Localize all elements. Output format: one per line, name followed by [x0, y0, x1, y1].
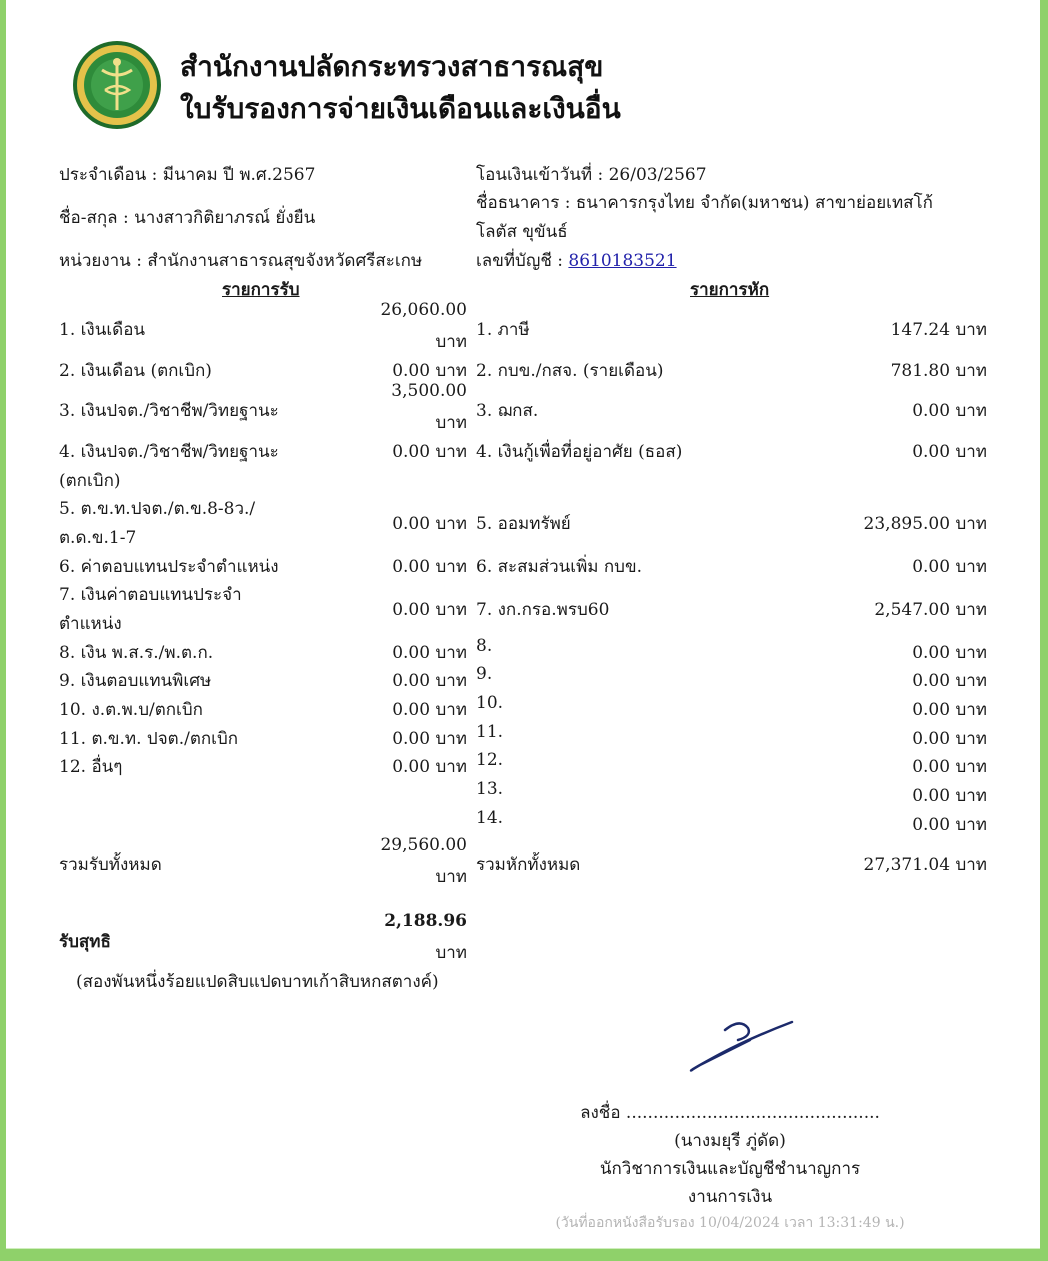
deduction-label-10: 10. — [476, 693, 504, 713]
left-border — [0, 0, 6, 1261]
income-label-7b: ตำแหน่ง — [59, 614, 122, 634]
pay-month: ประจำเดือน : มีนาคม ปี พ.ศ.2567 — [59, 165, 316, 185]
net-pay-words: (สองพันหนึ่งร้อยแปดสิบแปดบาทเก้าสิบหกสตางค์) — [76, 972, 439, 992]
signer-name: (นางมยุรี ภู่ดัด) — [674, 1131, 786, 1151]
income-value-11: 0.00 บาท — [392, 729, 467, 749]
income-unit-3: บาท — [435, 413, 467, 433]
income-value-6: 0.00 บาท — [392, 557, 467, 577]
deduction-value-9: 0.00 บาท — [912, 671, 987, 691]
deduction-value-5: 23,895.00 บาท — [863, 514, 987, 534]
deduction-value-10: 0.00 บาท — [912, 700, 987, 720]
income-label-2: 2. เงินเดือน (ตกเบิก) — [59, 361, 212, 381]
deduction-value-7: 2,547.00 บาท — [874, 600, 987, 620]
work-unit: หน่วยงาน : สำนักงานสาธารณสุขจังหวัดศรีสะเกษ — [59, 251, 423, 271]
bank-name-line1: ชื่อธนาคาร : ธนาคารกรุงไทย จำกัด(มหาชน) สาขาย่อยเทสโก้ — [476, 193, 933, 213]
deduction-label-12: 12. — [476, 750, 504, 770]
deduction-label-1: 1. ภาษี — [476, 320, 530, 340]
income-value-10: 0.00 บาท — [392, 700, 467, 720]
income-label-10: 10. ง.ต.พ.บ/ตกเบิก — [59, 700, 203, 720]
net-pay-label: รับสุทธิ — [59, 932, 111, 952]
transfer-date: โอนเงินเข้าวันที่ : 26/03/2567 — [476, 165, 707, 185]
signer-position: นักวิชาการเงินและบัญชีชำนาญการ — [599, 1159, 861, 1179]
income-value-12: 0.00 บาท — [392, 757, 467, 777]
income-value-5: 0.00 บาท — [392, 514, 467, 534]
deduction-heading: รายการหัก — [690, 280, 770, 300]
issue-timestamp: (วันที่ออกหนังสือรับรอง 10/04/2024 เวลา 13:31:49 น.) — [555, 1215, 905, 1231]
income-label-9: 9. เงินตอบแทนพิเศษ — [59, 671, 212, 691]
deduction-value-4: 0.00 บาท — [912, 442, 987, 462]
signature-line: ลงชื่อ ............................................... — [580, 1103, 880, 1123]
document-title: ใบรับรองการจ่ายเงินเดือนและเงินอื่น — [180, 92, 621, 125]
income-label-5b: ต.ด.ข.1-7 — [59, 528, 137, 548]
income-total-unit: บาท — [435, 867, 467, 887]
income-label-7a: 7. เงินค่าตอบแทนประจำ — [59, 585, 242, 605]
deduction-value-8: 0.00 บาท — [912, 643, 987, 663]
income-label-5a: 5. ต.ข.ท.ปจต./ต.ข.8-8ว./ — [59, 499, 256, 519]
right-border — [1040, 0, 1048, 1261]
deduction-label-7: 7. งก.กรอ.พรบ60 — [476, 600, 610, 620]
income-label-6: 6. ค่าตอบแทนประจำตำแหน่ง — [59, 557, 279, 577]
account-number-link[interactable]: 8610183521 — [568, 251, 677, 271]
deduction-label-4: 4. เงินกู้เพื่อที่อยู่อาศัย (ธอส) — [476, 442, 683, 462]
income-value-4: 0.00 บาท — [392, 442, 467, 462]
deduction-value-3: 0.00 บาท — [912, 401, 987, 421]
deduction-label-9: 9. — [476, 664, 493, 684]
income-heading: รายการรับ — [222, 280, 300, 300]
income-label-3: 3. เงินปจต./วิชาชีพ/วิทยฐานะ — [59, 401, 279, 421]
handwritten-signature — [680, 1010, 800, 1080]
deduction-label-5: 5. ออมทรัพย์ — [476, 514, 571, 534]
deduction-label-8: 8. — [476, 636, 493, 656]
deduction-value-2: 781.80 บาท — [890, 361, 987, 381]
deduction-value-14: 0.00 บาท — [912, 815, 987, 835]
org-name: สำนักงานปลัดกระทรวงสาธารณสุข — [180, 50, 604, 83]
income-label-1: 1. เงินเดือน — [59, 320, 146, 340]
income-label-8: 8. เงิน พ.ส.ร./พ.ต.ก. — [59, 643, 214, 663]
net-pay-unit: บาท — [435, 943, 467, 963]
income-total-value: 29,560.00 — [380, 835, 467, 855]
deduction-value-12: 0.00 บาท — [912, 757, 987, 777]
account-label: เลขที่บัญชี : — [476, 251, 569, 271]
income-unit-1: บาท — [435, 332, 467, 352]
deduction-value-11: 0.00 บาท — [912, 729, 987, 749]
income-label-11: 11. ต.ข.ท. ปจต./ตกเบิก — [59, 729, 239, 749]
income-value-8: 0.00 บาท — [392, 643, 467, 663]
deduction-value-13: 0.00 บาท — [912, 786, 987, 806]
income-total-label: รวมรับทั้งหมด — [59, 855, 162, 875]
net-pay-value: 2,188.96 — [384, 911, 467, 931]
account-number-row — [476, 247, 677, 274]
deduction-label-14: 14. — [476, 808, 504, 828]
deduction-total-label: รวมหักทั้งหมด — [476, 855, 581, 875]
deduction-label-2: 2. กบข./กสจ. (รายเดือน) — [476, 361, 664, 381]
deduction-total-value: 27,371.04 บาท — [863, 855, 987, 875]
document-header — [180, 46, 621, 130]
income-value-9: 0.00 บาท — [392, 671, 467, 691]
employee-name: ชื่อ-สกุล : นางสาวกิติยาภรณ์ ยั่งยืน — [59, 208, 316, 228]
income-value-3: 3,500.00 — [391, 381, 467, 401]
deduction-label-3: 3. ฌกส. — [476, 401, 539, 421]
income-value-2: 0.00 บาท — [392, 361, 467, 381]
income-label-4a: 4. เงินปจต./วิชาชีพ/วิทยฐานะ — [59, 442, 279, 462]
income-value-7: 0.00 บาท — [392, 600, 467, 620]
income-value-1: 26,060.00 — [380, 300, 467, 320]
deduction-value-1: 147.24 บาท — [890, 320, 987, 340]
deduction-label-6: 6. สะสมส่วนเพิ่ม กบข. — [476, 557, 642, 577]
income-label-4b: (ตกเบิก) — [59, 471, 121, 491]
bottom-border — [0, 1249, 1048, 1261]
deduction-value-6: 0.00 บาท — [912, 557, 987, 577]
signer-department: งานการเงิน — [687, 1187, 773, 1207]
ministry-seal-logo — [72, 40, 162, 130]
income-label-12: 12. อื่นๆ — [59, 757, 123, 777]
deduction-label-13: 13. — [476, 779, 504, 799]
deduction-label-11: 11. — [476, 722, 504, 742]
bank-name-line2: โลตัส ขุขันธ์ — [476, 222, 568, 242]
